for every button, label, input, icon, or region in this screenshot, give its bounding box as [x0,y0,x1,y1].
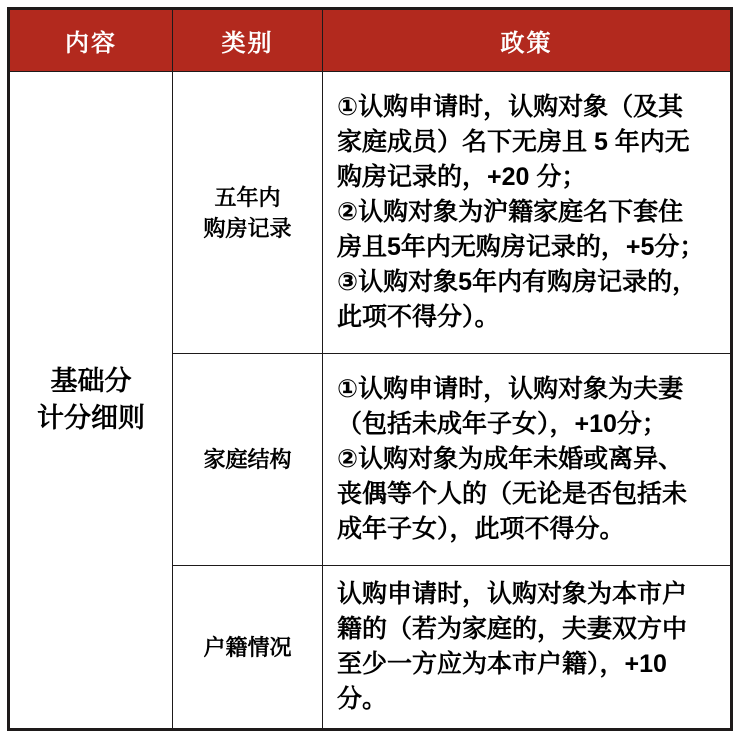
text-line: 家庭成员）名下无房且 5 年内无 [337,128,690,156]
text-line: ②认购对象为成年未婚或离异、 [337,445,684,473]
category-cell-purchase-record [173,72,323,354]
text-line: 认购申请时，认购对象为本市户 [337,580,688,608]
merged-cell-base-score-rules [10,72,173,728]
text-line: 家庭结构 [203,447,292,472]
header-cell-category [173,10,323,72]
text-line: 分。 [337,685,388,713]
text-line: 房且5年内无购房记录的，+5分； [337,233,705,261]
text-line: 五年内 [214,184,281,210]
text-line: 至少一方应为本市户籍），+10 [337,650,667,678]
header-content-label: 内容 [65,30,117,57]
policy-cell-household-registration [323,566,730,728]
policy-cell-purchase-record [323,72,730,354]
text-line: ②认购对象为沪籍家庭名下套住 [337,198,684,226]
header-policy-label: 政策 [500,30,553,57]
header-cell-content [10,10,173,72]
policy-cell-family-structure [323,354,730,566]
header-category-label: 类别 [221,30,274,57]
text-line: 计分细则 [37,403,145,433]
text-line: （包括未成年子女），+10分； [337,410,667,438]
policy-table [7,7,733,731]
text-line: 丧偶等个人的（无论是否包括未 [337,480,688,508]
text-line: 户籍情况 [203,634,292,660]
text-line: 基础分 [50,366,132,396]
text-line: 籍的（若为家庭的，夫妻双方中 [337,615,688,643]
category-cell-household-registration [173,566,323,728]
text-line: ①认购申请时，认购对象为夫妻 [337,375,684,403]
text-line: 此项不得分）。 [337,303,500,331]
category-cell-family-structure [173,354,323,566]
text-line: 购房记录 [203,215,292,241]
text-line: 购房记录的，+20 分； [337,163,587,191]
text-line: ③认购对象5年内有购房记录的， [337,268,698,296]
text-line: 成年子女），此项不得分。 [337,515,625,543]
text-line: ①认购申请时，认购对象（及其 [337,93,684,121]
header-cell-policy [323,10,730,72]
